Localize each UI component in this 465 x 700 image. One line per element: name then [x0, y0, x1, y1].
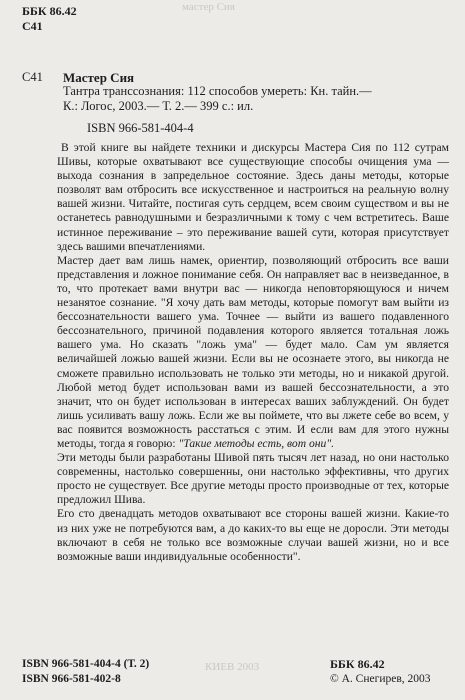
author-mark: С41 [22, 19, 43, 33]
footer-isbn-block [22, 657, 149, 687]
catalog-title-line: Тантра трансcознания: 112 способов умереть: Кн. тайн.— [63, 84, 372, 98]
bleed-through-text: мастер Сия [182, 1, 235, 13]
annotation-quote: "Такие методы есть, вот они". [178, 436, 335, 450]
annotation-text: Мастер дает вам лишь намек, ориентир, позволяющий отбросить все ваши представления и ложное понимание себя. Он направляет вас в неизведанное, в то, что протекает вами внутри вас — никогда неповторяющуюся и ничем незанятое сознание. "Я хочу дать вам методы, которые помогут вам выйти из бессознательности вашего ума. Точнее — выйти из вашего подавленного бессознательного, причиной подавления которого является тотальная ложь вашего ума. Но сказать "ложь ума" — будет мало. Сам ум является величайшей ложью вашей жизни. Если вы не осознаете этого, вы никогда не сможете правильно использовать не только эти методы, но и никакой другой. Любой метод будет использован вами из вашей бессознательности, а это значит, что он будет использован в интересах ваших заблуждений. Он будет лишь усиливать вашу ложь. Если же вы поймете, что вы лжете себе во всем, у вас появится возможность расстаться с этим. И если вам для этого нужны методы, тогда я говорю: [57, 253, 449, 450]
catalog-isbn: ISBN 966-581-404-4 [87, 121, 194, 135]
annotation-paragraph: Эти методы были разработаны Шивой пять тысяч лет назад, но они настолько современны, настолько совершенны, они настолько эффективны, что других просто не существует. Все другие методы просто производные от тех, которые предложил Шива. [57, 451, 449, 507]
annotation [57, 141, 449, 564]
catalog-title [63, 84, 448, 114]
catalog-author-mark: С41 [22, 70, 43, 84]
copyright-notice: © А. Снегирев, 2003 [330, 673, 431, 685]
footer-bbk: ББК 86.42 [330, 657, 385, 671]
isbn-set: ISBN 966-581-402-8 [22, 673, 121, 685]
annotation-paragraph [57, 254, 449, 451]
classification-block [22, 4, 77, 34]
isbn-volume: ISBN 966-581-404-4 (Т. 2) [22, 658, 150, 670]
catalog-imprint-line: К.: Логос, 2003.— Т. 2.— 399 с.: ил. [63, 99, 254, 113]
annotation-paragraph: В этой книге вы найдете техники и дискурсы Мастера Сия по 112 сутрам Шивы, которые охватывают все существующие способы очищения ума — выхода сознания в запредельное состояние. Здесь даны методы, которые позволят вам отбросить все искусственное и настроиться на реальную волну вашей жизни. Читайте, постигая суть сердцем, всем своим существом и вы не останетесь равнодушными и безразличными к тому с чем встретитесь. Ваше истинное переживание – это переживание вашей сути, которая присутствует здесь вашими впечатлениями. [57, 141, 449, 253]
annotation-paragraph: Его сто двенадцать методов охватывают все стороны вашей жизни. Какие-то из них уже не потребуются вам, а до каких-то вы еще не доросли. Эти методы включают в себя не только все возможные случаи вашей жизни, но и все возможные ваши индивидуальные особенности". [57, 507, 449, 563]
bleed-through-text: КИЕВ 2003 [205, 661, 260, 673]
bbk-code: ББК 86.42 [22, 4, 77, 18]
catalog-author: Мастер Сия [63, 70, 135, 85]
